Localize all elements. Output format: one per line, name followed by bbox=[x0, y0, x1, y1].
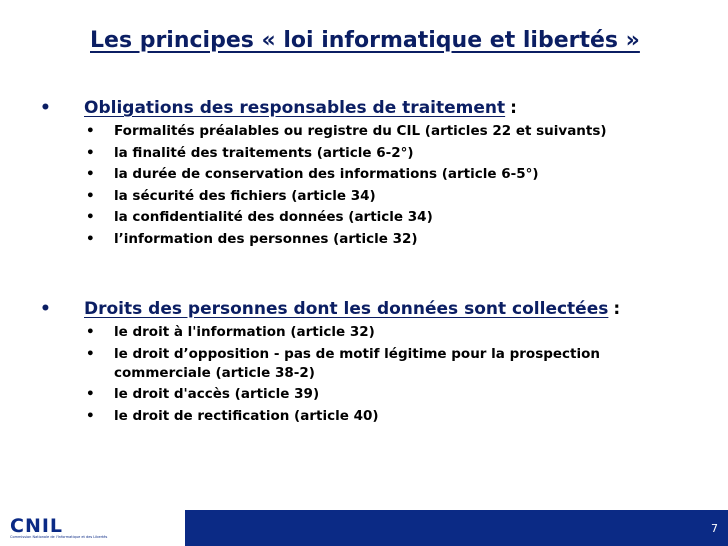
section-colon: : bbox=[510, 98, 517, 118]
cnil-logo bbox=[0, 510, 185, 546]
list-item: • le droit d’opposition - pas de motif légitime pour la prospection commerciale (article 38-2) bbox=[86, 345, 601, 381]
slide-title: Les principes « loi informatique et libertés » bbox=[90, 28, 640, 53]
list-item: • le droit à l'information (article 32) bbox=[86, 324, 375, 340]
logo-wordmark: CNIL bbox=[10, 514, 64, 537]
section-heading: Obligations des responsables de traitement bbox=[84, 98, 506, 118]
section-obligations bbox=[36, 98, 634, 251]
page-number: 7 bbox=[711, 522, 718, 535]
logo-tagline: Commission Nationale de l'Informatique et des Libertés bbox=[10, 534, 108, 539]
list-item: • la durée de conservation des informations (article 6-5°) bbox=[86, 166, 539, 182]
section-bullet: • bbox=[40, 299, 51, 319]
section-heading: Droits des personnes dont les données sont collectées bbox=[84, 299, 609, 319]
droits-list bbox=[36, 323, 634, 426]
footer-bar bbox=[0, 510, 728, 546]
list-item: • l’information des personnes (article 32) bbox=[86, 230, 418, 247]
section-bullet: • bbox=[40, 98, 51, 118]
list-item: • le droit d'accès (article 39) bbox=[86, 386, 320, 402]
section-droits bbox=[36, 299, 634, 428]
list-item: • la sécurité des fichiers (article 34) bbox=[86, 187, 376, 204]
section-colon: : bbox=[613, 299, 621, 319]
list-item: • la confidentialité des données (article 34) bbox=[86, 209, 433, 225]
list-item: • Formalités préalables ou registre du CIL (articles 22 et suivants) bbox=[86, 123, 607, 139]
list-item: • le droit de rectification (article 40) bbox=[86, 407, 379, 424]
list-item: • la finalité des traitements (article 6-2°) bbox=[86, 144, 414, 161]
obligations-list bbox=[36, 122, 634, 249]
